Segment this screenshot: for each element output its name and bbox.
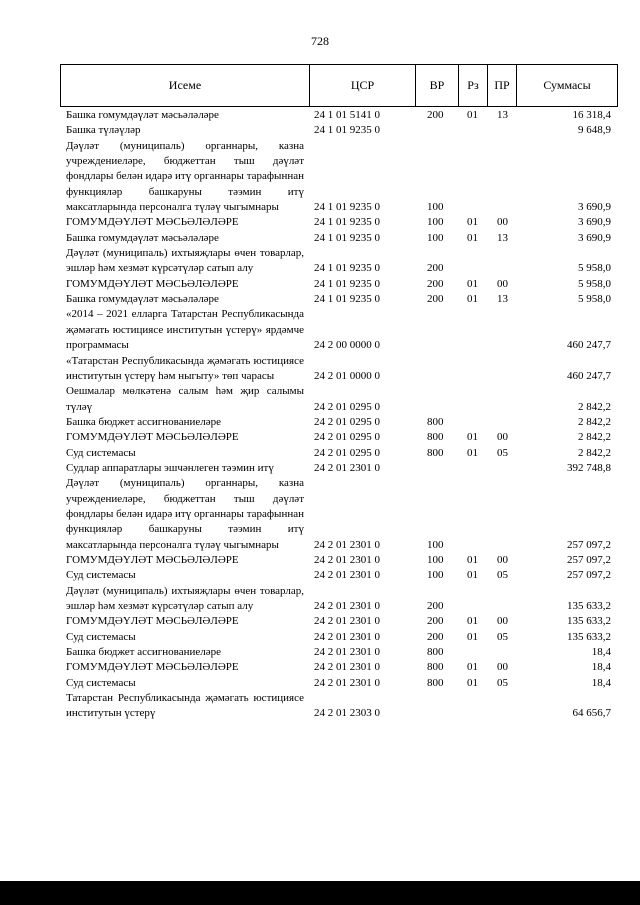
row-sum: 135 633,2 (567, 615, 611, 628)
row-sum: 5 958,0 (578, 277, 611, 290)
table-row (66, 660, 611, 675)
row-vr: 200 (427, 277, 444, 290)
row-csr: 24 1 01 9235 0 (314, 216, 380, 229)
row-sum: 3 690,9 (578, 231, 611, 244)
row-name: Судлар аппаратлары эшчәнлеген тәэмин итү (66, 461, 274, 474)
row-csr: 24 2 01 0295 0 (314, 400, 380, 413)
row-csr: 24 2 01 2301 0 (314, 615, 380, 628)
row-name: Башка бюджет ассигнованиеләре (66, 415, 221, 428)
table-row (66, 691, 611, 722)
row-sum: 5 958,0 (578, 293, 611, 306)
row-vr: 100 (427, 569, 444, 582)
row-pr: 00 (497, 661, 508, 674)
row-rz: 01 (467, 446, 478, 459)
row-csr: 24 2 01 2301 0 (314, 553, 380, 566)
row-name: Дәүләт (муниципаль) ихтыяҗлары өчен товарлар, эшләр һәм хезмәт күрсәтүләр сатып алу (66, 584, 304, 612)
table-row (66, 277, 611, 292)
row-name: «2014 – 2021 елларга Татарстан Республикасында җәмәгать юстициясе институтын үстерү» ярдәмче программасы (66, 308, 304, 352)
table-row (66, 384, 611, 415)
row-vr: 800 (427, 415, 444, 428)
page-number: 728 (311, 34, 329, 48)
row-vr: 200 (427, 615, 444, 628)
row-name: Дәүләт (муниципаль) ихтыяҗлары өчен товарлар, эшләр һәм хезмәт күрсәтүләр сатып алу (66, 247, 304, 275)
table-row (66, 430, 611, 445)
row-name: «Татарстан Республикасында җәмәгать юстициясе институтын үстерү һәм ныгыту» төп чарасы (66, 354, 304, 382)
row-sum: 2 842,2 (578, 431, 611, 444)
row-csr: 24 2 01 2301 0 (314, 630, 380, 643)
row-pr: 00 (497, 431, 508, 444)
row-rz: 01 (467, 661, 478, 674)
row-csr: 24 2 01 2301 0 (314, 538, 380, 551)
row-rz: 01 (467, 630, 478, 643)
row-vr: 800 (427, 446, 444, 459)
header-sum: Суммасы (517, 65, 618, 107)
row-name: ГОМУМДӘҮЛӘТ МӘСЬӘЛӘЛӘРЕ (66, 661, 239, 674)
row-sum: 2 842,2 (578, 446, 611, 459)
row-csr: 24 1 01 9235 0 (314, 293, 380, 306)
row-name: Суд системасы (66, 446, 136, 459)
row-pr: 00 (497, 277, 508, 290)
row-csr: 24 2 01 2301 0 (314, 676, 380, 689)
row-vr: 100 (427, 231, 444, 244)
row-csr: 24 1 01 9235 0 (314, 201, 380, 214)
row-csr: 24 2 01 2301 0 (314, 661, 380, 674)
row-csr: 24 2 01 2301 0 (314, 646, 380, 659)
row-vr: 200 (427, 293, 444, 306)
table-body (66, 108, 611, 722)
row-sum: 2 842,2 (578, 415, 611, 428)
row-vr: 800 (427, 646, 444, 659)
table-row (66, 568, 611, 583)
row-rz: 01 (467, 569, 478, 582)
row-rz: 01 (467, 431, 478, 444)
row-csr: 24 2 01 0295 0 (314, 431, 380, 444)
row-name: Дәүләт (муниципаль) органнары, казна учреждениеләре, бюджеттан тыш дәүләт фондлары белән идарә итү органнары тарафыннан функцияләр башкаруны тәэмин итү максатларында персоналга түләү чыгымнары (66, 139, 304, 214)
row-sum: 257 097,2 (567, 538, 611, 551)
row-name: Дәүләт (муниципаль) органнары, казна учреждениеләре, бюджеттан тыш дәүләт фондлары белән идарә итү органнары тарафыннан функцияләр башкаруны тәэмин итү максатларында персоналга түләү чыгымнары (66, 477, 304, 551)
table-row (66, 307, 611, 353)
row-vr: 800 (427, 676, 444, 689)
row-name: Башка гомумдәүләт мәсьәләләре (66, 109, 219, 121)
row-rz: 01 (467, 231, 478, 244)
row-sum: 18,4 (591, 676, 611, 689)
table-row (66, 139, 611, 216)
row-csr: 24 2 01 2303 0 (314, 707, 380, 720)
scan-bottom-edge (0, 881, 640, 905)
row-rz: 01 (467, 216, 478, 229)
row-name: ГОМУМДӘҮЛӘТ МӘСЬӘЛӘЛӘРЕ (66, 431, 239, 444)
row-pr: 05 (497, 446, 508, 459)
row-sum: 64 656,7 (572, 707, 611, 720)
row-csr: 24 2 01 2301 0 (314, 569, 380, 582)
row-name: Суд системасы (66, 676, 136, 689)
header-csr: ЦСР (310, 65, 416, 107)
row-sum: 257 097,2 (567, 553, 611, 566)
row-vr: 100 (427, 553, 444, 566)
row-rz: 01 (467, 553, 478, 566)
row-name: Башка гомумдәүләт мәсьәләләре (66, 293, 219, 306)
row-sum: 18,4 (591, 646, 611, 659)
table-row (66, 292, 611, 307)
row-sum: 460 247,7 (567, 339, 611, 352)
row-csr: 24 2 01 0295 0 (314, 415, 380, 428)
row-rz: 01 (467, 277, 478, 290)
table-row (66, 215, 611, 230)
row-pr: 05 (497, 569, 508, 582)
header-name: Исеме (61, 65, 310, 107)
row-csr: 24 2 01 0295 0 (314, 446, 380, 459)
row-csr: 24 2 00 0000 0 (314, 339, 380, 352)
row-vr: 100 (427, 216, 444, 229)
row-vr: 100 (427, 538, 444, 551)
row-sum: 3 690,9 (578, 216, 611, 229)
row-rz: 01 (467, 615, 478, 628)
row-csr: 24 2 01 2301 0 (314, 600, 380, 612)
row-name: ГОМУМДӘҮЛӘТ МӘСЬӘЛӘЛӘРЕ (66, 615, 239, 628)
row-csr: 24 1 01 5141 0 (314, 109, 380, 121)
table-header (60, 64, 618, 107)
row-pr: 05 (497, 630, 508, 643)
row-pr: 00 (497, 615, 508, 628)
row-rz: 01 (467, 293, 478, 306)
row-csr: 24 2 01 0000 0 (314, 369, 380, 382)
row-vr: 800 (427, 431, 444, 444)
row-csr: 24 1 01 9235 0 (314, 231, 380, 244)
row-sum: 257 097,2 (567, 569, 611, 582)
table-row (66, 614, 611, 629)
header-vr: ВР (416, 65, 459, 107)
row-vr: 200 (427, 600, 444, 612)
table-row (66, 415, 611, 430)
table-row (66, 584, 611, 615)
row-pr: 13 (497, 109, 508, 121)
table-row (66, 645, 611, 660)
row-sum: 135 633,2 (567, 600, 611, 612)
table-row (66, 246, 611, 277)
table-row (66, 630, 611, 645)
row-rz: 01 (467, 676, 478, 689)
row-rz: 01 (467, 109, 478, 121)
row-sum: 16 318,4 (572, 109, 611, 121)
table-row (66, 231, 611, 246)
table-row (66, 676, 611, 691)
row-name: Башка бюджет ассигнованиеләре (66, 646, 221, 659)
row-pr: 13 (497, 293, 508, 306)
row-name: Татарстан Республикасында җәмәгать юстициясе институтын үстерү (66, 692, 304, 720)
row-pr: 05 (497, 676, 508, 689)
row-sum: 392 748,8 (567, 461, 611, 474)
header-rz: Рз (459, 65, 488, 107)
row-sum: 135 633,2 (567, 630, 611, 643)
row-sum: 9 648,9 (578, 124, 611, 137)
row-pr: 00 (497, 216, 508, 229)
row-csr: 24 1 01 9235 0 (314, 277, 380, 290)
row-csr: 24 1 01 9235 0 (314, 262, 380, 275)
table-row (66, 446, 611, 461)
row-sum: 18,4 (591, 661, 611, 674)
row-name: ГОМУМДӘҮЛӘТ МӘСЬӘЛӘЛӘРЕ (66, 216, 239, 229)
row-vr: 200 (427, 109, 444, 121)
table-row (66, 354, 611, 385)
row-name: Башка түләүләр (66, 124, 141, 137)
row-name: Суд системасы (66, 630, 136, 643)
row-vr: 100 (427, 201, 444, 214)
row-name: Оешмалар мөлкәтенә салым һәм җир салымы түләү (66, 385, 304, 413)
table-row (66, 461, 611, 476)
row-sum: 3 690,9 (578, 201, 611, 214)
row-name: ГОМУМДӘҮЛӘТ МӘСЬӘЛӘЛӘРЕ (66, 553, 239, 566)
header-pr: ПР (488, 65, 517, 107)
row-name: ГОМУМДӘҮЛӘТ МӘСЬӘЛӘЛӘРЕ (66, 277, 239, 290)
row-name: Суд системасы (66, 569, 136, 582)
row-pr: 13 (497, 231, 508, 244)
row-vr: 200 (427, 262, 444, 275)
row-vr: 800 (427, 661, 444, 674)
table-row (66, 123, 611, 138)
table-row (66, 553, 611, 568)
row-sum: 460 247,7 (567, 369, 611, 382)
row-csr: 24 1 01 9235 0 (314, 124, 380, 137)
row-name: Башка гомумдәүләт мәсьәләләре (66, 231, 219, 244)
row-sum: 2 842,2 (578, 400, 611, 413)
row-sum: 5 958,0 (578, 262, 611, 275)
row-vr: 200 (427, 630, 444, 643)
row-csr: 24 2 01 2301 0 (314, 461, 380, 474)
row-pr: 00 (497, 553, 508, 566)
table-row (66, 108, 611, 123)
table-row (66, 476, 611, 553)
